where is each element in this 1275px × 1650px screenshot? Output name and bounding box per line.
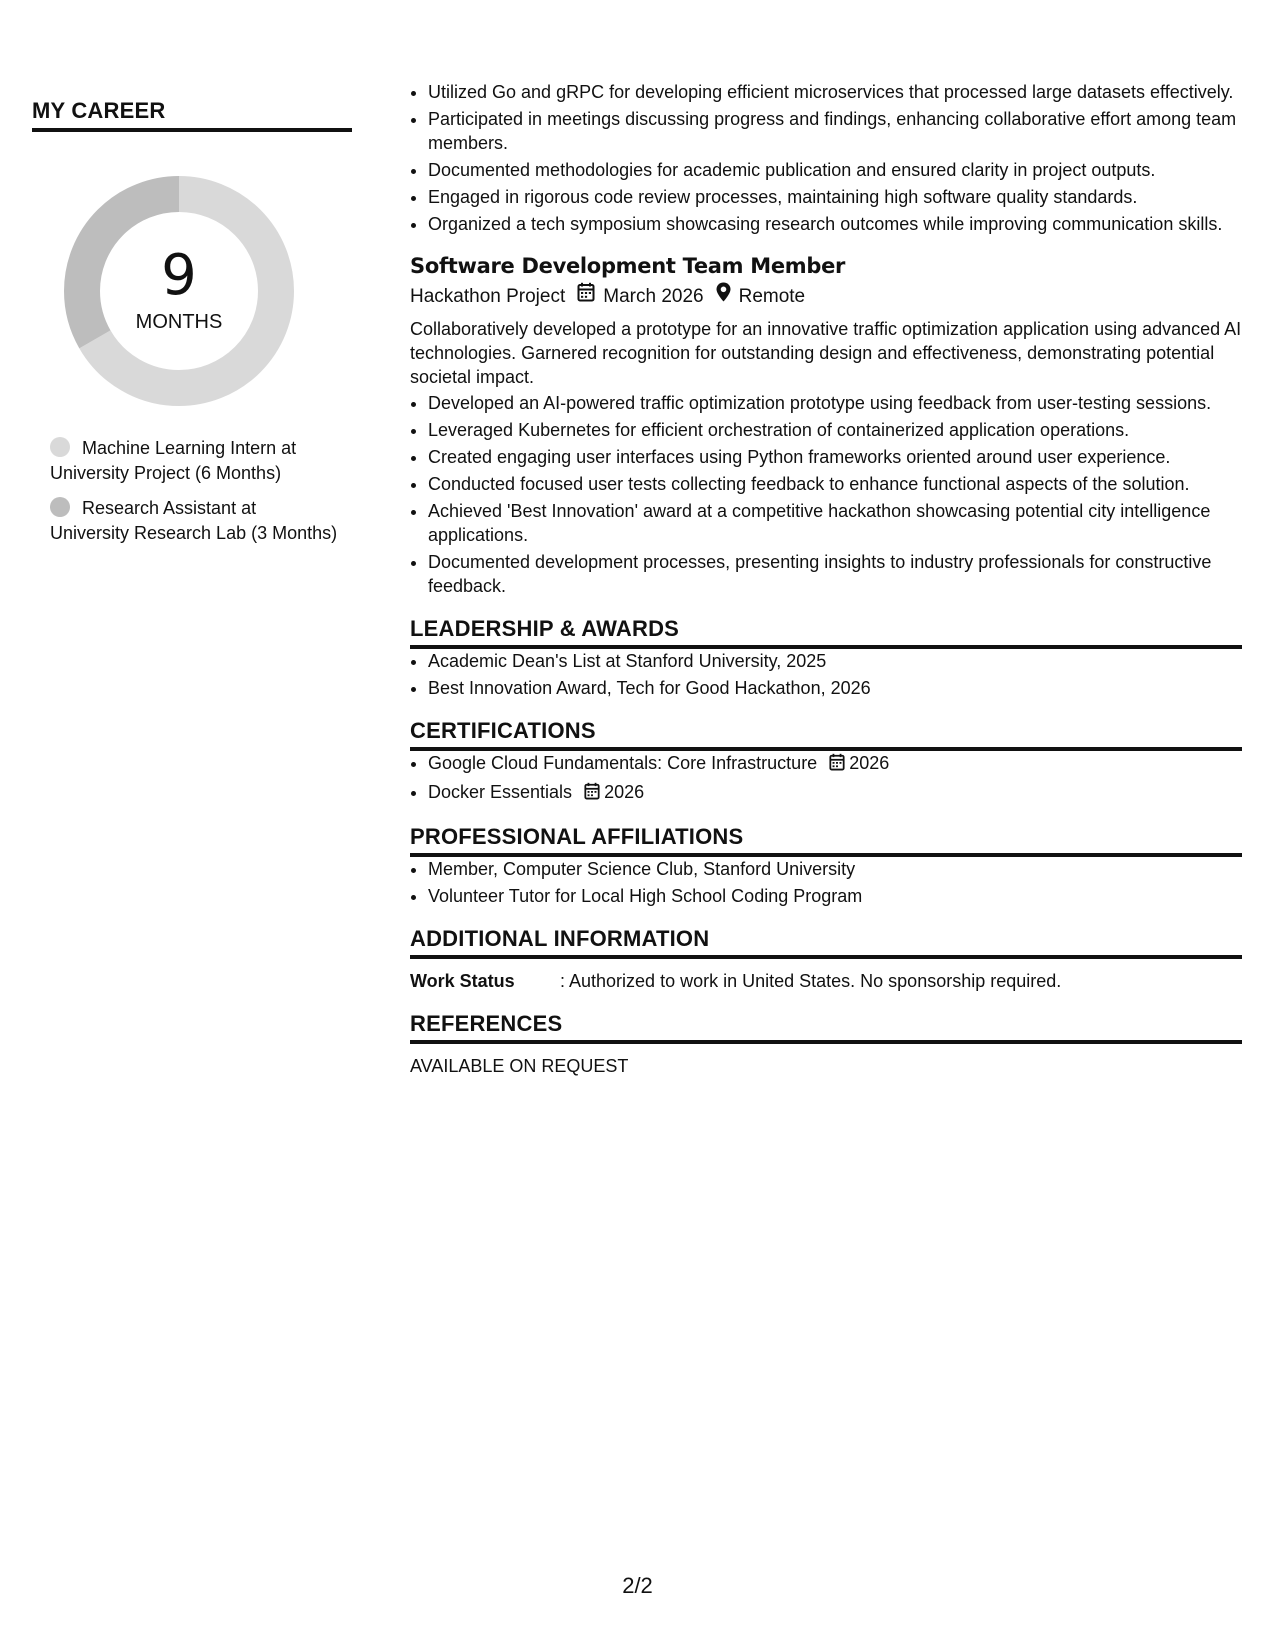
job-date: March 2026 bbox=[603, 285, 704, 307]
list-item bbox=[428, 780, 1242, 806]
leadership-heading: LEADERSHIP & AWARDS bbox=[410, 616, 1242, 649]
list-item: • Participated in meetings discussing progress and findings, enhancing collaborative effort among team members. bbox=[428, 107, 1242, 155]
affiliations-heading: PROFESSIONAL AFFILIATIONS bbox=[410, 824, 1242, 857]
affiliations-list bbox=[410, 857, 1242, 908]
list-item: • Academic Dean's List at Stanford University, 2025 bbox=[428, 649, 1242, 673]
list-item: • Conducted focused user tests collecting feedback to enhance functional aspects of the solution. bbox=[428, 472, 1242, 496]
total-months-unit: MONTHS bbox=[135, 311, 223, 333]
list-item: • Volunteer Tutor for Local High School Coding Program bbox=[428, 884, 1242, 908]
additional-info-heading: ADDITIONAL INFORMATION bbox=[410, 926, 1242, 959]
legend-item bbox=[50, 436, 340, 486]
career-sidebar bbox=[32, 98, 352, 556]
list-item: • Utilized Go and gRPC for developing efficient microservices that processed large datasets effectively. bbox=[428, 80, 1242, 104]
certification-year: 2026 bbox=[604, 782, 645, 802]
calendar-icon bbox=[584, 782, 600, 806]
work-status-value: : Authorized to work in United States. No sponsorship required. bbox=[560, 971, 1062, 991]
list-item: • Organized a tech symposium showcasing research outcomes while improving communication skills. bbox=[428, 212, 1242, 236]
work-status-label: Work Status bbox=[410, 971, 515, 991]
job-location: Remote bbox=[738, 285, 806, 307]
job-title: Software Development Team Member bbox=[410, 254, 846, 278]
legend-label: Machine Learning Intern at University Project (6 Months) bbox=[50, 438, 297, 483]
job-meta bbox=[410, 282, 1242, 311]
list-item: • Best Innovation Award, Tech for Good Hackathon, 2026 bbox=[428, 676, 1242, 700]
list-item: • Developed an AI-powered traffic optimization prototype using feedback from user-testing sessions. bbox=[428, 391, 1242, 415]
references-heading: REFERENCES bbox=[410, 1011, 1242, 1044]
page-number: 2/2 bbox=[622, 1573, 653, 1598]
references-text: AVAILABLE ON REQUEST bbox=[410, 1056, 629, 1076]
list-item: • Member, Computer Science Club, Stanford University bbox=[428, 857, 1242, 881]
job-description: Collaboratively developed a prototype for an innovative traffic optimization application using advanced AI technologies. Garnered recognition for outstanding design and effectiveness, demonstrating potential societal impact. bbox=[410, 319, 1242, 387]
job-organization: Hackathon Project bbox=[410, 285, 566, 307]
career-heading: MY CAREER bbox=[32, 98, 352, 132]
resume-main bbox=[410, 80, 1242, 1078]
list-item: • Documented methodologies for academic publication and ensured clarity in project outputs. bbox=[428, 158, 1242, 182]
legend-dot bbox=[50, 437, 70, 457]
list-item: • Engaged in rigorous code review processes, maintaining high software quality standards. bbox=[428, 185, 1242, 209]
job-bullets bbox=[410, 391, 1242, 598]
work-status-row bbox=[410, 969, 1242, 993]
certification-name: Google Cloud Fundamentals: Core Infrastructure bbox=[428, 753, 818, 773]
certification-year: 2026 bbox=[849, 753, 890, 773]
certification-name: Docker Essentials bbox=[428, 782, 573, 802]
list-item: • Leveraged Kubernetes for efficient orchestration of containerized application operations. bbox=[428, 418, 1242, 442]
calendar-icon bbox=[577, 282, 595, 311]
list-item: • Created engaging user interfaces using Python frameworks oriented around user experience. bbox=[428, 445, 1242, 469]
calendar-icon bbox=[829, 753, 845, 777]
certifications-heading: CERTIFICATIONS bbox=[410, 718, 1242, 751]
leadership-list bbox=[410, 649, 1242, 700]
list-item: • Achieved 'Best Innovation' award at a competitive hackathon showcasing potential city intelligence applications. bbox=[428, 499, 1242, 547]
career-legend bbox=[50, 436, 340, 546]
legend-label: Research Assistant at University Research Lab (3 Months) bbox=[50, 498, 338, 543]
list-item bbox=[428, 751, 1242, 777]
total-months-number: 9 bbox=[161, 243, 197, 308]
previous-job-bullets bbox=[410, 80, 1242, 236]
career-donut-chart bbox=[64, 176, 294, 406]
legend-item bbox=[50, 496, 340, 546]
list-item: • Documented development processes, presenting insights to industry professionals for constructive feedback. bbox=[428, 550, 1242, 598]
legend-dot bbox=[50, 497, 70, 517]
certifications-list bbox=[410, 751, 1242, 806]
map-pin-icon bbox=[716, 282, 731, 311]
